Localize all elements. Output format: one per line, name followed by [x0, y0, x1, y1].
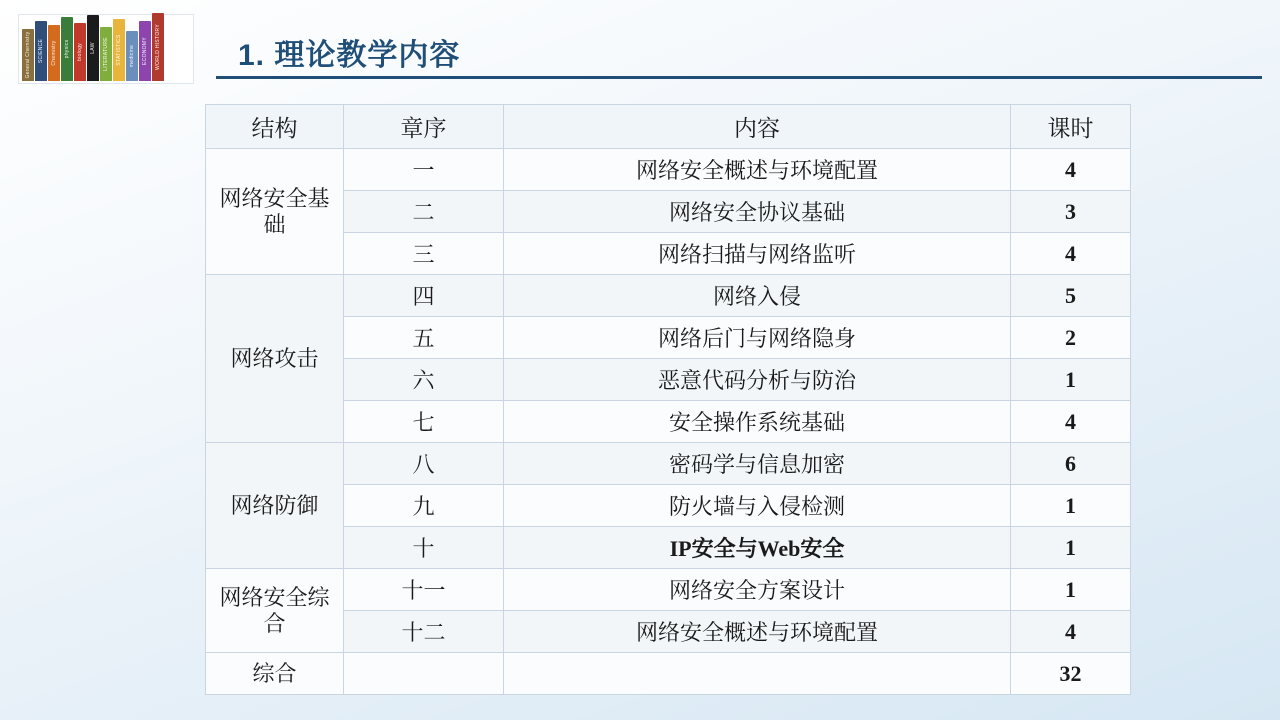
cell-hours: 4 [1011, 233, 1131, 275]
cell-hours: 4 [1011, 401, 1131, 443]
cell-structure: 网络攻击 [206, 275, 344, 443]
cell-chapter: 五 [344, 317, 504, 359]
cell-content: 防火墙与入侵检测 [504, 485, 1011, 527]
cell-chapter: 三 [344, 233, 504, 275]
cell-content: 网络入侵 [504, 275, 1011, 317]
table-row [206, 233, 1131, 275]
book-spine-label: LITERATURE [103, 37, 109, 71]
cell-structure: 网络防御 [206, 443, 344, 569]
table-header-row [206, 105, 1131, 149]
book-spine-label: LAW [90, 42, 96, 54]
cell-chapter: 一 [344, 149, 504, 191]
column-header-structure: 结构 [206, 105, 344, 149]
cell-structure: 网络安全综合 [206, 569, 344, 653]
book-spine [100, 27, 112, 81]
cell-hours: 1 [1011, 359, 1131, 401]
cell-structure: 网络安全基础 [206, 149, 344, 275]
slide-header [0, 0, 1280, 88]
book-spine [61, 17, 73, 81]
cell-content: 网络安全方案设计 [504, 569, 1011, 611]
cell-content: 网络安全概述与环境配置 [504, 149, 1011, 191]
book-spine-label: General Chemistry [25, 31, 31, 79]
book-spine [22, 29, 34, 81]
title-underline-divider [216, 76, 1262, 79]
cell-content [504, 653, 1011, 695]
cell-content: 恶意代码分析与防治 [504, 359, 1011, 401]
cell-hours: 6 [1011, 443, 1131, 485]
table-row [206, 191, 1131, 233]
cell-chapter: 二 [344, 191, 504, 233]
cell-content: 网络安全协议基础 [504, 191, 1011, 233]
book-spine-label: WORLD HISTORY [155, 24, 161, 70]
cell-chapter: 八 [344, 443, 504, 485]
book-spine-label: biology [77, 43, 83, 61]
book-spine-label: STATISTICS [116, 34, 122, 66]
cell-chapter: 七 [344, 401, 504, 443]
column-header-chapter: 章序 [344, 105, 504, 149]
cell-content: 网络安全概述与环境配置 [504, 611, 1011, 653]
table-row [206, 443, 1131, 485]
table-row [206, 359, 1131, 401]
book-spine [74, 23, 86, 81]
book-spine [35, 21, 47, 81]
book-spine-label: Chemistry [51, 40, 57, 66]
cell-structure: 综合 [206, 653, 344, 695]
cell-hours: 32 [1011, 653, 1131, 695]
theory-teaching-content-table [205, 104, 1130, 695]
cell-hours: 2 [1011, 317, 1131, 359]
table-row [206, 401, 1131, 443]
book-spine-label: ECONOMY [142, 37, 148, 65]
page-title: 1. 理论教学内容 [238, 39, 461, 72]
book-spine [126, 31, 138, 81]
cell-chapter: 九 [344, 485, 504, 527]
cell-hours: 3 [1011, 191, 1131, 233]
book-spine-label: SCIENCE [38, 38, 44, 64]
cell-hours: 4 [1011, 611, 1131, 653]
table-row [206, 611, 1131, 653]
book-spine [113, 19, 125, 81]
table-row [206, 485, 1131, 527]
cell-hours: 1 [1011, 527, 1131, 569]
book-spine [48, 25, 60, 81]
cell-chapter: 十一 [344, 569, 504, 611]
cell-hours: 1 [1011, 485, 1131, 527]
table-row [206, 149, 1131, 191]
cell-chapter [344, 653, 504, 695]
column-header-content: 内容 [504, 105, 1011, 149]
cell-content: IP安全与Web安全 [504, 527, 1011, 569]
cell-chapter: 十二 [344, 611, 504, 653]
cell-content: 网络后门与网络隐身 [504, 317, 1011, 359]
cell-chapter: 四 [344, 275, 504, 317]
books-stack-image [18, 14, 194, 84]
cell-content: 安全操作系统基础 [504, 401, 1011, 443]
book-spine [139, 21, 151, 81]
column-header-hours: 课时 [1011, 105, 1131, 149]
cell-chapter: 六 [344, 359, 504, 401]
cell-hours: 4 [1011, 149, 1131, 191]
book-spine [87, 15, 99, 81]
book-spine-label: medicine [129, 44, 135, 68]
table-row [206, 653, 1131, 695]
table-row [206, 317, 1131, 359]
content-table [205, 104, 1131, 695]
book-spine-label: physics [64, 39, 70, 59]
cell-content: 网络扫描与网络监听 [504, 233, 1011, 275]
book-spine [152, 13, 164, 81]
cell-hours: 5 [1011, 275, 1131, 317]
table-row [206, 527, 1131, 569]
cell-hours: 1 [1011, 569, 1131, 611]
cell-chapter: 十 [344, 527, 504, 569]
table-row [206, 275, 1131, 317]
cell-content: 密码学与信息加密 [504, 443, 1011, 485]
table-row [206, 569, 1131, 611]
